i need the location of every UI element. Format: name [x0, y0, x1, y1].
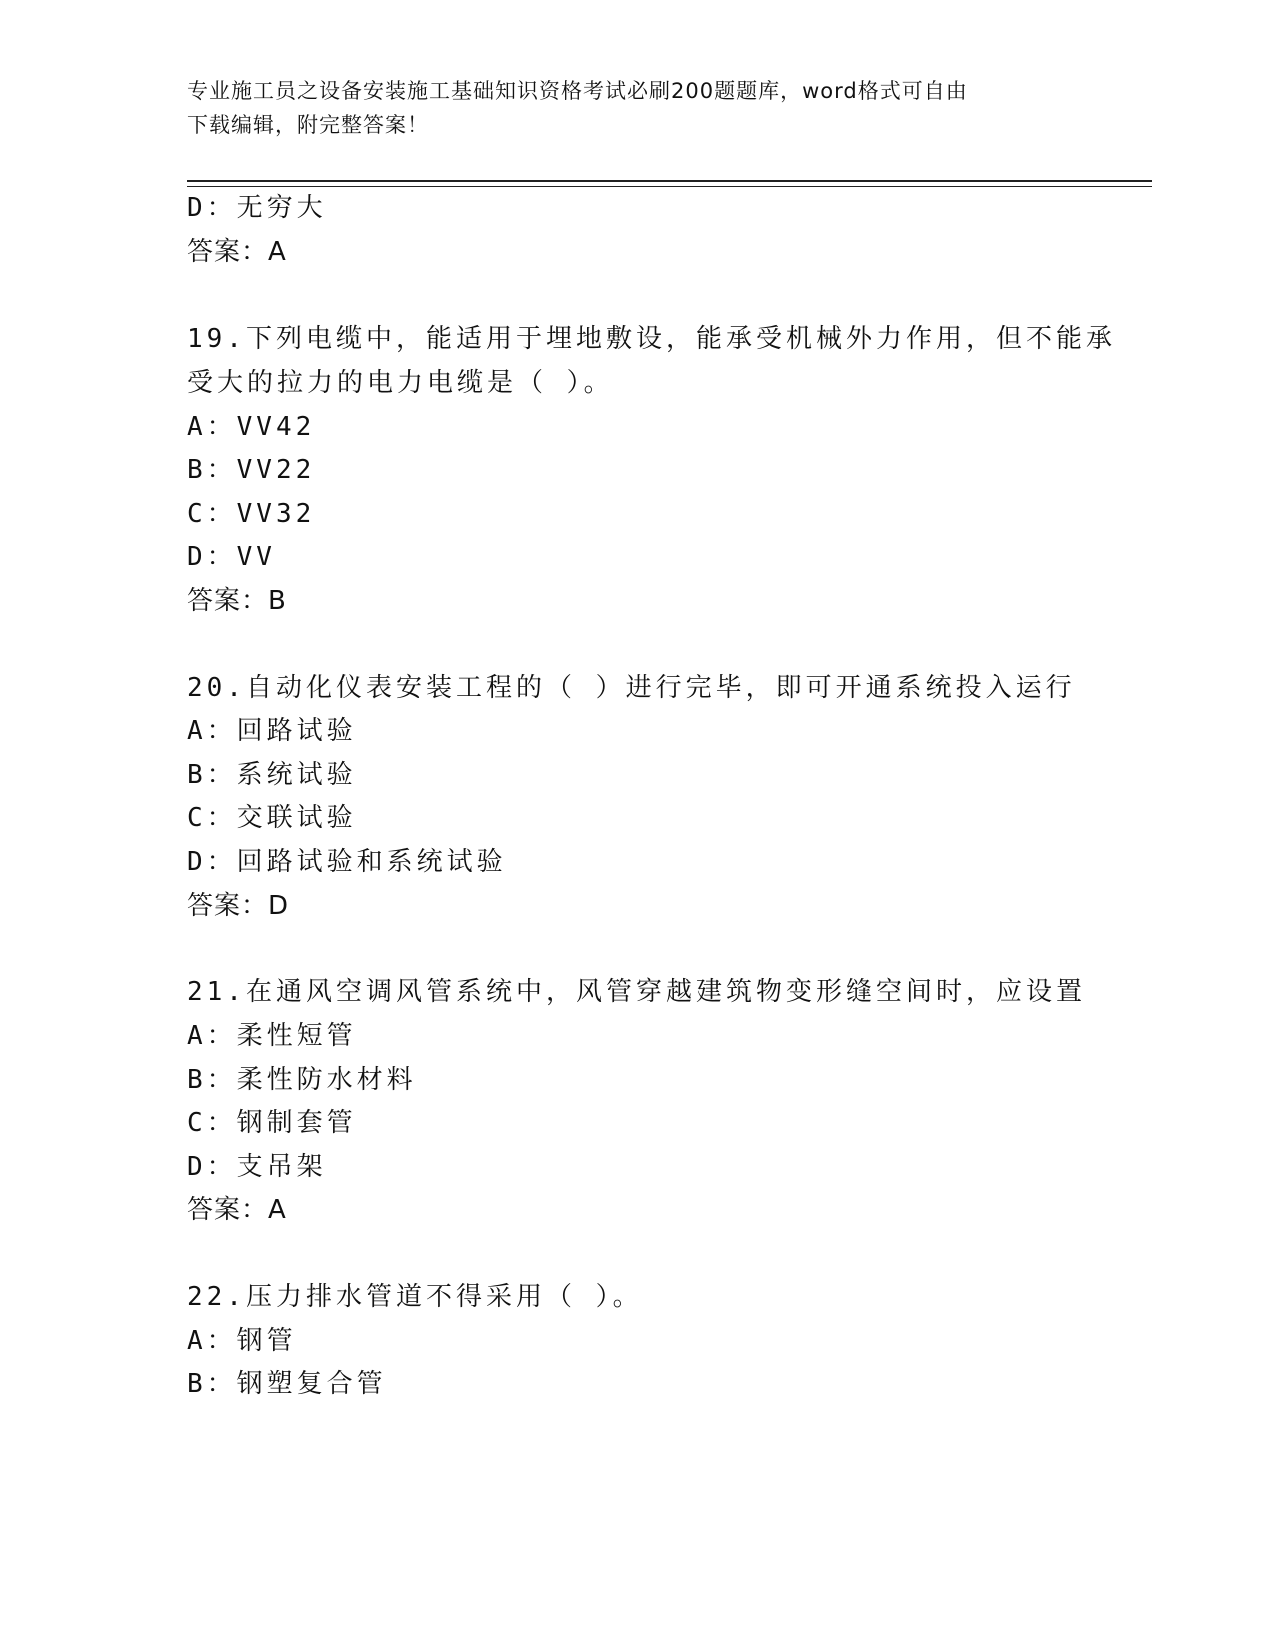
q21-option-b: B：柔性防水材料	[187, 1065, 417, 1095]
q21-stem: 21.在通风空调风管系统中，风管穿越建筑物变形缝空间时，应设置	[187, 977, 1086, 1007]
q22-option-a: A：钢管	[187, 1326, 297, 1356]
q20-option-a: A：回路试验	[187, 716, 357, 746]
q21-option-c: C：钢制套管	[187, 1108, 357, 1138]
header-divider-thick	[187, 180, 1152, 182]
q19-option-b: B：VV22	[187, 455, 316, 485]
q19-option-c: C：VV32	[187, 499, 316, 529]
q20-option-d: D：回路试验和系统试验	[187, 847, 507, 877]
header-line-1: 专业施工员之设备安装施工基础知识资格考试必刷200题题库，word格式可自由	[187, 79, 968, 103]
document-header	[187, 74, 1067, 142]
header-line-2: 下载编辑，附完整答案！	[187, 113, 429, 137]
header-divider-thin	[187, 186, 1152, 187]
q19-option-a: A：VV42	[187, 412, 316, 442]
q20-option-c: C：交联试验	[187, 803, 357, 833]
q21-option-a: A：柔性短管	[187, 1021, 357, 1051]
q21-answer: 答案：A	[187, 1195, 287, 1225]
q22-stem: 22.压力排水管道不得采用（ ）。	[187, 1282, 643, 1312]
q20-stem: 20.自动化仪表安装工程的（ ）进行完毕，即可开通系统投入运行	[187, 673, 1076, 703]
q19-stem-line-2: 受大的拉力的电力电缆是（ ）。	[187, 368, 614, 398]
prev-answer: 答案：A	[187, 237, 287, 267]
q22-option-b: B：钢塑复合管	[187, 1369, 387, 1399]
q21-option-d: D：支吊架	[187, 1152, 327, 1182]
prev-option-d: D：无穷大	[187, 193, 327, 223]
q19-stem-line-1: 19.下列电缆中，能适用于埋地敷设，能承受机械外力作用，但不能承	[187, 324, 1116, 354]
q20-answer: 答案：D	[187, 891, 290, 921]
q19-answer: 答案：B	[187, 586, 287, 616]
q20-option-b: B：系统试验	[187, 760, 357, 790]
q19-option-d: D：VV	[187, 542, 276, 572]
